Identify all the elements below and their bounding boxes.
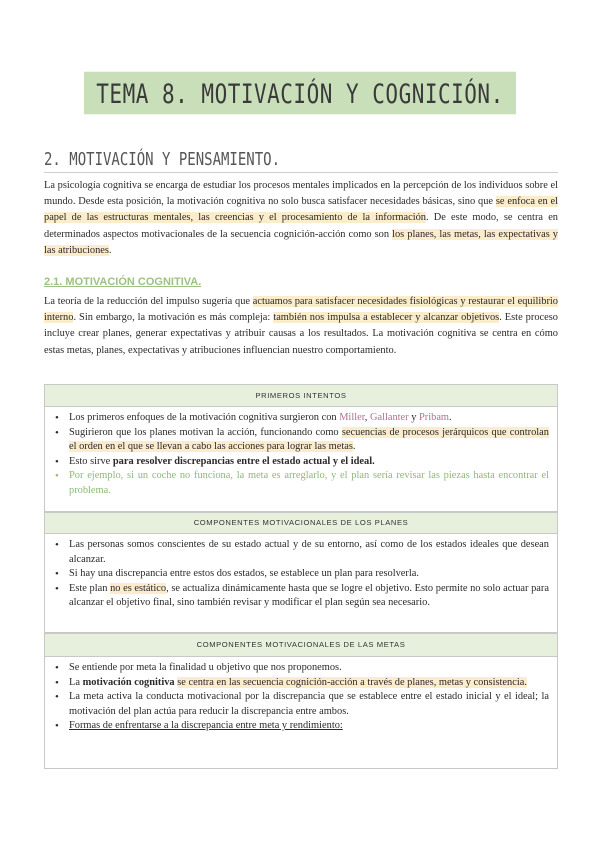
list-item	[69, 582, 549, 611]
highlight: no es estático	[110, 582, 167, 594]
list-item	[69, 676, 549, 691]
intro-paragraph	[44, 178, 558, 259]
drive-reduction-paragraph	[44, 294, 558, 359]
intro-text-2: . De este modo, se centra en determinados aspectos motivacionales de la secuencia cognición-acción como son	[44, 212, 558, 240]
list-item: • Las personas somos conscientes de su estado actual y de su entorno, así como de los estados ideales que desean alcanzar.	[69, 538, 549, 567]
title-wrapper	[0, 76, 600, 110]
intro-text-3: .	[108, 244, 112, 256]
text: Este plan	[69, 582, 111, 594]
intro-highlight-2: los planes, las metas, las expectativas y las atribuciones	[44, 228, 558, 256]
list-item	[69, 411, 549, 426]
highlight: se centra en las secuencia cognición-acción a través de planes, metas y consistencia.	[177, 676, 527, 688]
author-pribam: Pribam	[419, 412, 450, 423]
text: .	[352, 441, 356, 453]
list-item	[69, 426, 549, 455]
list-item: • Se entiende por meta la finalidad u objetivo que nos proponemos.	[69, 661, 549, 676]
author-miller: Miller	[339, 412, 365, 423]
p2-highlight-1: actuamos para satisfacer necesidades fisiológicas y restaurar el equilibrio interno	[44, 296, 558, 324]
box-list	[45, 657, 557, 738]
subsection-heading: 2.1. MOTIVACIÓN COGNITIVA.	[44, 276, 202, 288]
box-list	[45, 534, 557, 615]
p2-text-1: La teoría de la reducción del impulso sugería que	[44, 296, 253, 307]
box-primeros-intentos	[44, 384, 558, 512]
p2-highlight-2: también nos impulsa a establecer y alcanzar objetivos	[273, 312, 500, 324]
text: , se actualiza dinámicamente hasta que se logre el objetivo. Esto permite no solo actuar para alcanzar el objetivo final, sino también revisar y modificar el plan según sea necesario.	[69, 582, 549, 609]
text: Sugirieron que los planes motivan la acción, funcionando como	[69, 426, 342, 438]
box-componentes-planes	[44, 512, 558, 633]
text: La	[69, 676, 83, 688]
text: Los primeros enfoques de la motivación cognitiva surgieron con	[69, 412, 340, 423]
text: y	[408, 412, 419, 423]
box-header: COMPONENTES MOTIVACIONALES DE LOS PLANES	[45, 513, 557, 534]
p2-text-3: . Este proceso incluye crear planes, generar expectativas y atribuir causas a los resultados. La motivación cognitiva se centra en cómo estas metas, planes, expectativas y atribuciones influencian nuestro comportamiento.	[44, 312, 558, 356]
list-item	[69, 455, 549, 470]
list-item: • Formas de enfrentarse a la discrepancia entre meta y rendimiento:	[69, 719, 549, 734]
text: Esto sirve	[69, 455, 113, 467]
section-divider	[44, 172, 558, 173]
section-heading: 2. MOTIVACIÓN Y PENSAMIENTO.	[44, 150, 281, 170]
box-list	[45, 407, 557, 503]
highlight: secuencias de procesos jerárquicos que controlan el orden en el que se llevan a cabo las acciones para lograr las metas	[69, 426, 549, 453]
list-item: • Si hay una discrepancia entre estos dos estados, se establece un plan para resolverla.	[69, 567, 549, 582]
example-item: • Por ejemplo, si un coche no funciona, la meta es arreglarlo, y el plan sería revisar las piezas hasta encontrar el problema.	[69, 469, 549, 498]
text: ,	[364, 412, 370, 423]
text: .	[449, 412, 452, 423]
p2-text-2: . Sin embargo, la motivación es más compleja:	[73, 312, 274, 324]
intro-text-1: La psicología cognitiva se encarga de estudiar los procesos mentales implicados en la percepción de los individuos sobre el mundo. Desde esta posición, la motivación cognitiva no solo busca satisfacer necesidades básicas, sino que	[44, 180, 558, 208]
bold-text: motivación cognitiva	[82, 676, 175, 688]
box-componentes-metas	[44, 633, 558, 769]
box-header: PRIMEROS INTENTOS	[45, 385, 557, 407]
page-title: TEMA 8. MOTIVACIÓN Y COGNICIÓN.	[84, 72, 515, 115]
list-item: • La meta activa la conducta motivacional por la discrepancia que se establece entre el estado inicial y el ideal; la motivación del plan actúa para reducir la discrepancia entre ambos.	[69, 690, 549, 719]
bold-text: para resolver discrepancias entre el estado actual y el ideal.	[112, 455, 375, 467]
author-gallanter: Gallanter	[369, 412, 409, 423]
box-header: COMPONENTES MOTIVACIONALES DE LAS METAS	[45, 634, 557, 657]
intro-highlight-1: se enfoca en el papel de las estructuras mentales, las creencias y el procesamiento de la información	[44, 196, 558, 224]
